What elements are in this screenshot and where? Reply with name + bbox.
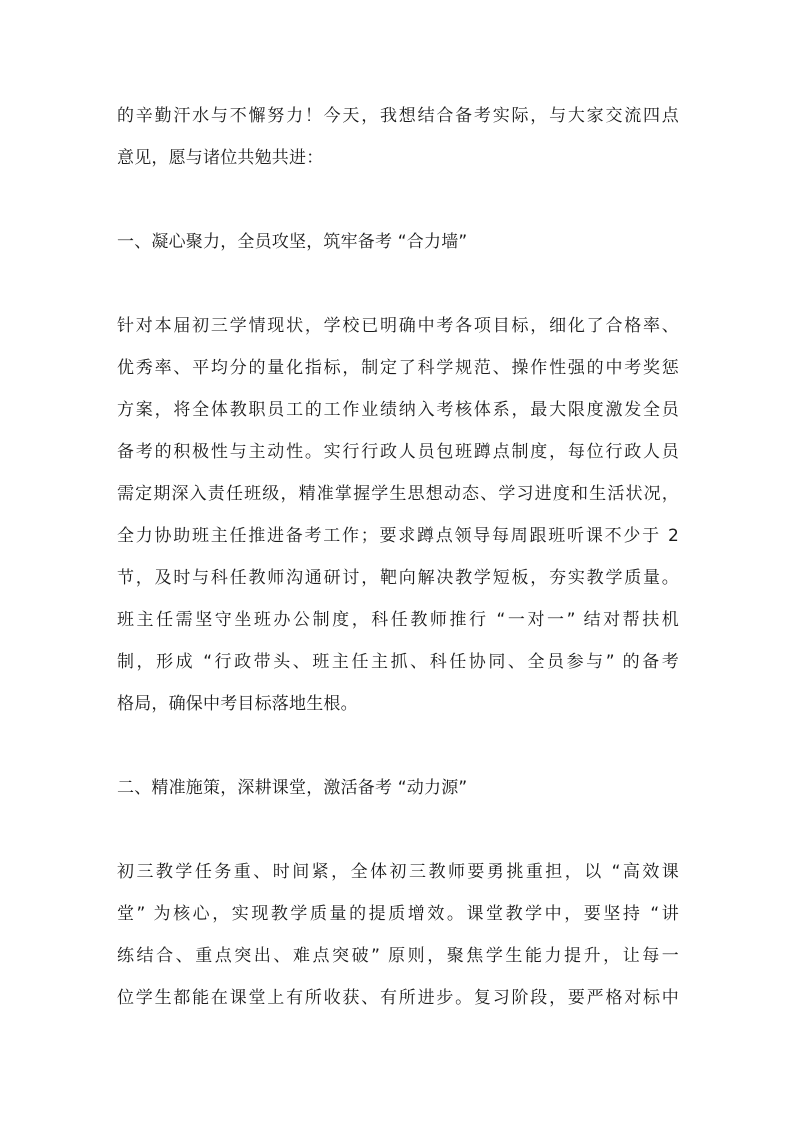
intro-line-2: 意见，愿与诸位共勉共进： bbox=[117, 148, 324, 168]
section-2-line-1: 初三教学任务重、时间紧，全体初三教师要勇挑重担，以 “高效课 bbox=[117, 862, 679, 882]
section-2-line-3: 练结合、重点突出、难点突破” 原则，聚焦学生能力提升，让每一 bbox=[117, 946, 679, 966]
section-1-line-7: 节，及时与科任教师沟通研讨，靶向解决教学短板，夯实教学质量。 bbox=[117, 568, 679, 588]
section-1-line-1: 针对本届初三学情现状，学校已明确中考各项目标，细化了合格率、 bbox=[117, 316, 679, 336]
section-1-line-6: 全力协助班主任推进备考工作；要求蹲点领导每周跟班听课不少于 2 bbox=[117, 526, 679, 546]
section-1-line-8: 班主任需坚守坐班办公制度，科任教师推行 “一对一” 结对帮扶机 bbox=[117, 610, 679, 630]
section-1-heading: 一、凝心聚力，全员攻坚，筑牢备考 “合力墙” bbox=[117, 232, 468, 252]
section-1-line-9: 制，形成 “行政带头、班主任主抓、科任协同、全员参与” 的备考 bbox=[117, 652, 679, 672]
section-1-line-2: 优秀率、平均分的量化指标，制定了科学规范、操作性强的中考奖惩 bbox=[117, 358, 679, 378]
section-2-heading: 二、精准施策，深耕课堂，激活备考 “动力源” bbox=[117, 778, 468, 798]
section-1-line-4: 备考的积极性与主动性。实行行政人员包班蹲点制度，每位行政人员 bbox=[117, 442, 679, 462]
section-1-line-10: 格局，确保中考目标落地生根。 bbox=[117, 694, 358, 714]
intro-line-1: 的辛勤汗水与不懈努力！今天，我想结合备考实际，与大家交流四点 bbox=[117, 106, 679, 126]
section-1-line-3: 方案，将全体教职员工的工作业绩纳入考核体系，最大限度激发全员 bbox=[117, 400, 679, 420]
section-2-line-2: 堂” 为核心，实现教学质量的提质增效。课堂教学中，要坚持 “讲 bbox=[117, 904, 679, 924]
section-2-line-4: 位学生都能在课堂上有所收获、有所进步。复习阶段，要严格对标中 bbox=[117, 988, 679, 1008]
section-1-line-5: 需定期深入责任班级，精准掌握学生思想动态、学习进度和生活状况， bbox=[117, 484, 679, 504]
